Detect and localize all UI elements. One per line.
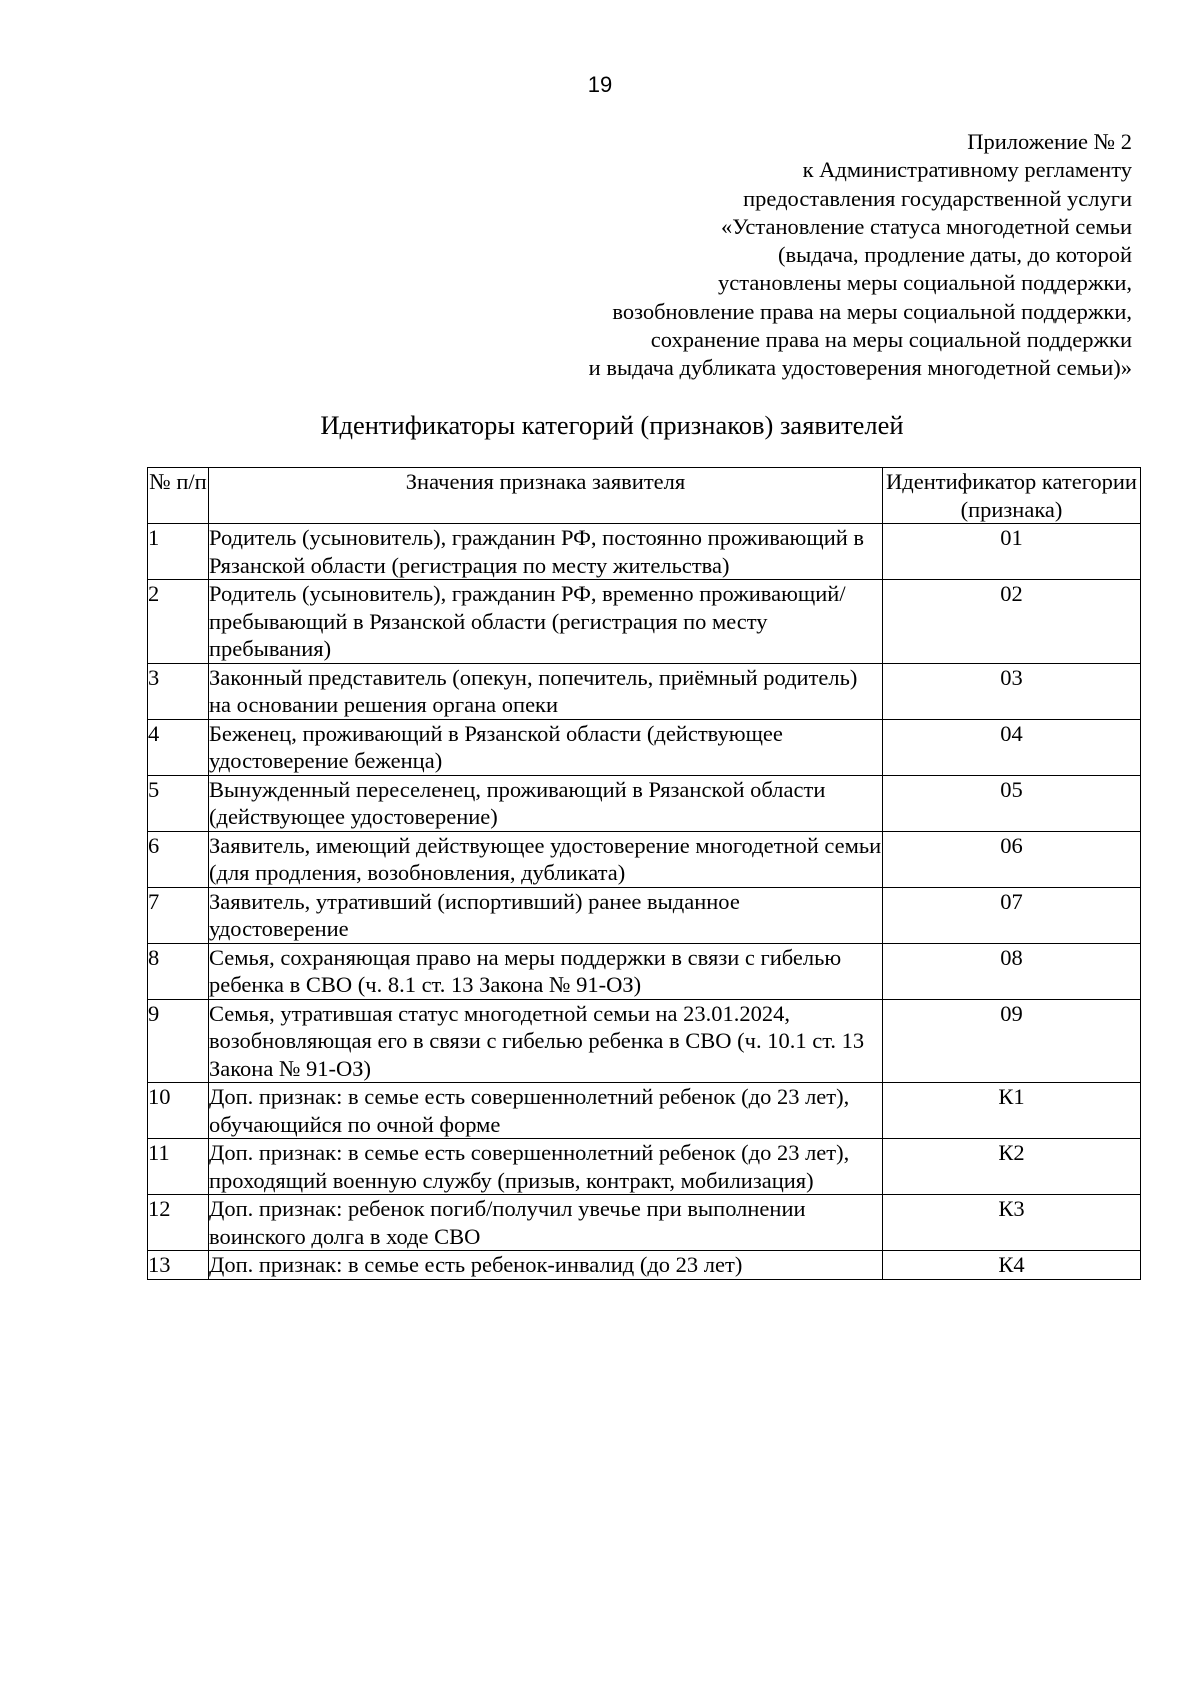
row-description: Доп. признак: в семье есть совершеннолетний ребенок (до 23 лет), обучающийся по очной форме [209,1083,883,1139]
table-row [148,999,1141,1083]
row-description: Семья, утратившая статус многодетной семьи на 23.01.2024, возобновляющая его в связи с гибелью ребенка в СВО (ч. 10.1 ст. 13 Закона № 91-ОЗ) [209,999,883,1083]
appendix-line: (выдача, продление даты, до которой [777,242,1132,268]
row-description: Семья, сохраняющая право на меры поддержки в связи с гибелью ребенка в СВО (ч. 8.1 ст. 13 Закона № 91-ОЗ) [209,943,883,999]
column-header-description: Значения признака заявителя [209,468,883,524]
row-number: 12 [148,1195,209,1251]
table-row [148,580,1141,664]
row-number: 13 [148,1251,209,1280]
column-header-number: № п/п [148,468,209,524]
row-identifier: К4 [883,1251,1141,1280]
row-identifier: 04 [883,719,1141,775]
appendix-line: к Административному регламенту [802,157,1132,183]
row-description: Заявитель, имеющий действующее удостоверение многодетной семьи (для продления, возобновления, дубликата) [209,832,882,885]
row-number: 11 [148,1139,209,1195]
appendix-header [432,128,1132,383]
row-number: 3 [148,663,209,719]
row-description: Доп. признак: ребенок погиб/получил увечье при выполнении воинского долга в ходе СВО [209,1195,883,1251]
appendix-line: установлены меры социальной поддержки, [717,270,1132,296]
table-header-row [148,468,1141,524]
table-row [148,524,1141,580]
row-number: 4 [148,719,209,775]
row-identifier: К2 [883,1139,1141,1195]
row-identifier: 01 [883,524,1141,580]
row-identifier: 08 [883,943,1141,999]
column-header-identifier: Идентификатор категории (признака) [883,468,1141,524]
row-description: Заявитель, утративший (испортивший) ранее выданное удостоверение [209,887,883,943]
table-row [148,887,1141,943]
row-description: Вынужденный переселенец, проживающий в Рязанской области (действующее удостоверение) [209,775,883,831]
page-number: 19 [587,72,613,97]
table-row [148,943,1141,999]
appendix-line: предоставления государственной услуги [743,185,1132,211]
row-description: Доп. признак: в семье есть ребенок-инвалид (до 23 лет) [209,1251,883,1280]
table-row [148,1251,1141,1280]
table-row [148,719,1141,775]
row-description: Родитель (усыновитель), гражданин РФ, постоянно проживающий в Рязанской области (регистрация по месту жительства) [209,524,883,580]
document-title: Идентификаторы категорий (признаков) заявителей [320,410,904,440]
row-identifier: 09 [883,999,1141,1083]
row-identifier: К1 [883,1083,1141,1139]
row-number: 9 [148,999,209,1083]
table-row [148,1083,1141,1139]
row-description: Беженец, проживающий в Рязанской области (действующее удостоверение беженца) [209,719,883,775]
appendix-line: и выдача дубликата удостоверения многодетной семьи)» [588,355,1132,381]
row-number: 6 [148,831,209,887]
row-identifier: 07 [883,887,1141,943]
row-identifier: 05 [883,775,1141,831]
appendix-line: сохранение права на меры социальной поддержки [650,327,1132,353]
row-number: 1 [148,524,209,580]
applicant-categories-table [147,467,1141,1280]
row-number: 8 [148,943,209,999]
row-number: 2 [148,580,209,664]
row-description: Законный представитель (опекун, попечитель, приёмный родитель) на основании решения органа опеки [209,663,883,719]
table-row [148,1139,1141,1195]
table-row [148,831,1141,887]
row-identifier: 03 [883,663,1141,719]
row-description: Доп. признак: в семье есть совершеннолетний ребенок (до 23 лет), проходящий военную службу (призыв, контракт, мобилизация) [209,1139,883,1195]
appendix-line: «Установление статуса многодетной семьи [720,213,1132,239]
row-number: 10 [148,1083,209,1139]
appendix-line: Приложение № 2 [967,129,1132,154]
appendix-line: возобновление права на меры социальной поддержки, [612,298,1132,324]
table-row [148,663,1141,719]
table-row [148,1195,1141,1251]
row-identifier: К3 [883,1195,1141,1251]
row-identifier: 02 [883,580,1141,664]
row-number: 5 [148,775,209,831]
table-row [148,775,1141,831]
row-number: 7 [148,887,209,943]
row-description: Родитель (усыновитель), гражданин РФ, временно проживающий/пребывающий в Рязанской области (регистрация по месту пребывания) [209,580,883,664]
row-identifier: 06 [883,831,1141,887]
